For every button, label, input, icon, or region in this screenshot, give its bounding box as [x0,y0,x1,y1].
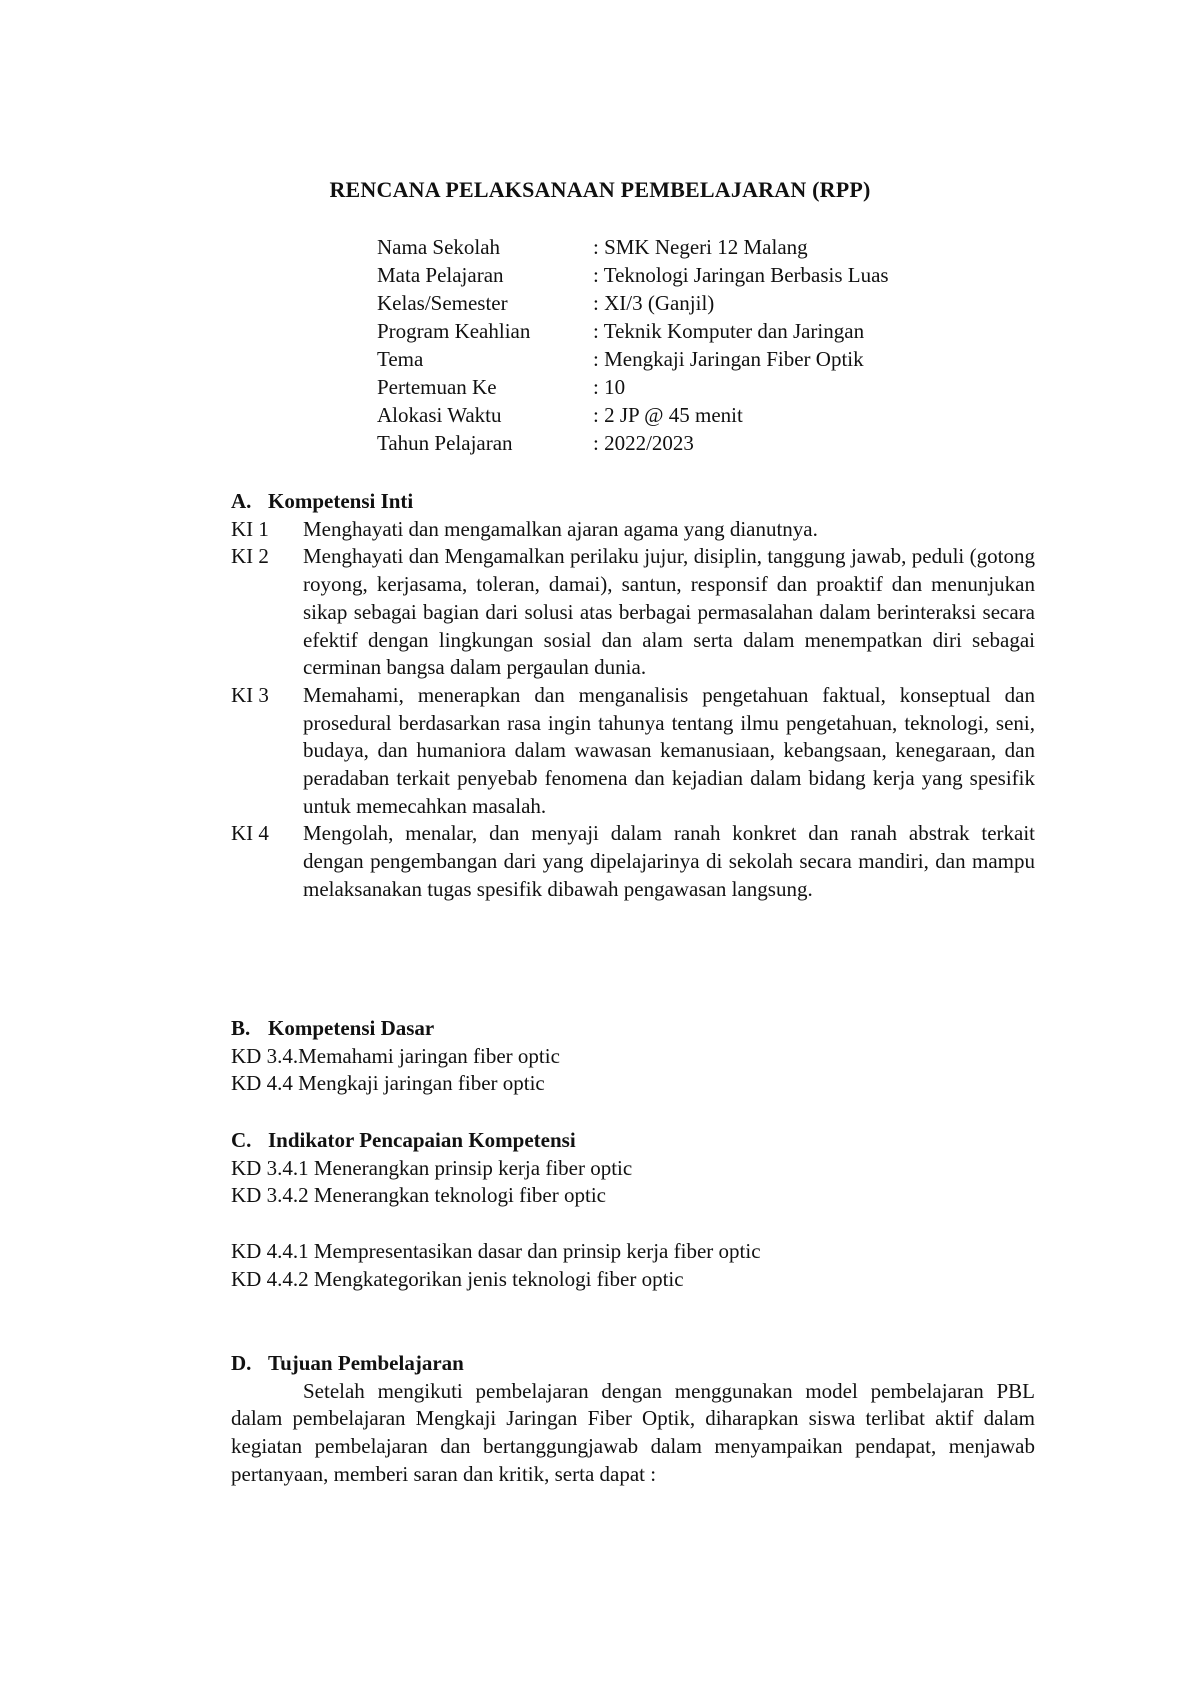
section-title: Kompetensi Dasar [268,1016,435,1040]
section-heading [231,488,1035,516]
identity-label: Pertemuan Ke [377,375,497,399]
kd-line: KD 3.4.Memahami jaringan fiber optic [231,1043,560,1068]
ki-item [231,820,1035,903]
ki-item [231,682,1035,821]
identity-value: : 2 JP @ 45 menit [593,403,743,427]
spacer [231,1210,1035,1238]
indicator-line: KD 4.4.1 Mempresentasikan dasar dan prinsip kerja fiber optic [231,1238,761,1263]
ki-text: Menghayati dan Mengamalkan perilaku jujur, disiplin, tanggung jawab, peduli (gotong royong, kerjasama, toleran, damai), santun, responsif dan proaktif dan menunjukan sikap sebagai bagian dari solusi atas berbagai permasalahan dalam berinteraksi secara efektif dengan lingkungan sosial dan alam serta dalam menempatkan diri sebagai cerminan bangsa dalam pergaulan dunia. [303,544,1035,680]
kd-line: KD 4.4 Mengkaji jaringan fiber optic [231,1071,545,1096]
ki-text: Memahami, menerapkan dan menganalisis pengetahuan faktual, konseptual dan prosedural berdasarkan rasa ingin tahunya tentang ilmu pengetahuan, teknologi, seni, budaya, dan humaniora dalam wawasan kemanusiaan, kebangsaan, kenegaraan, dan peradaban terkait penyebab fenomena dan kejadian dalam bidang kerja yang spesifik untuk memecahkan masalah. [303,682,1035,818]
ki-code: KI 1 [231,516,269,541]
identity-value: : Mengkaji Jaringan Fiber Optik [593,347,864,371]
document-title: RENCANA PELAKSANAAN PEMBELAJARAN (RPP) [329,177,871,202]
identity-value: : XI/3 (Ganjil) [593,291,715,315]
section-kompetensi-dasar [231,1015,1035,1098]
indicator-line: KD 4.4.2 Mengkategorikan jenis teknologi fiber optic [231,1266,684,1291]
identity-table [377,234,977,458]
section-title: Tujuan Pembelajaran [268,1351,464,1375]
identity-row [377,346,977,374]
identity-row [377,374,977,402]
goal-paragraph: Setelah mengikuti pembelajaran dengan menggunakan model pembelajaran PBL dalam pembelajaran Mengkaji Jaringan Fiber Optik, diharapkan siswa terlibat aktif dalam kegiatan pembelajaran dan bertanggungjawab dalam menyampaikan pendapat, menjawab pertanyaan, memberi saran dan kritik, serta dapat : [231,1378,1035,1486]
identity-label: Tahun Pelajaran [377,431,513,455]
identity-label: Nama Sekolah [377,235,501,259]
ki-text: Mengolah, menalar, dan menyaji dalam ranah konkret dan ranah abstrak terkait dengan pengembangan dari yang dipelajarinya di sekolah secara mandiri, dan mampu melaksanakan tugas spesifik dibawah pengawasan langsung. [303,821,1035,901]
identity-label: Kelas/Semester [377,291,508,315]
ki-code: KI 2 [231,544,269,569]
ki-code: KI 3 [231,682,269,707]
identity-row [377,234,977,262]
ki-item [231,516,1035,544]
identity-label: Mata Pelajaran [377,263,504,287]
identity-value: : 2022/2023 [593,431,694,455]
section-letter: A. [231,489,252,513]
section-heading [231,1350,1035,1378]
ki-code: KI 4 [231,821,269,846]
identity-row [377,290,977,318]
section-heading [231,1015,1035,1043]
identity-value: : 10 [593,375,626,399]
ki-text: Menghayati dan mengamalkan ajaran agama yang dianutnya. [303,516,818,541]
identity-row [377,402,977,430]
section-title: Kompetensi Inti [268,489,414,513]
identity-value: : Teknologi Jaringan Berbasis Luas [593,263,889,287]
section-heading [231,1127,1035,1155]
identity-row [377,262,977,290]
identity-label: Alokasi Waktu [377,403,502,427]
section-indikator [231,1127,1035,1293]
ki-item [231,543,1035,682]
section-kompetensi-inti [231,488,1035,904]
section-letter: D. [231,1351,252,1375]
indicator-line: KD 3.4.2 Menerangkan teknologi fiber optic [231,1183,606,1208]
identity-label: Tema [377,347,424,371]
section-title: Indikator Pencapaian Kompetensi [268,1128,576,1152]
indicator-line: KD 3.4.1 Menerangkan prinsip kerja fiber optic [231,1155,633,1180]
section-letter: C. [231,1128,252,1152]
identity-row [377,318,977,346]
identity-label: Program Keahlian [377,319,531,343]
identity-value: : SMK Negeri 12 Malang [593,235,808,259]
identity-row [377,430,977,458]
section-tujuan [231,1350,1035,1489]
section-letter: B. [231,1016,251,1040]
identity-value: : Teknik Komputer dan Jaringan [593,319,865,343]
